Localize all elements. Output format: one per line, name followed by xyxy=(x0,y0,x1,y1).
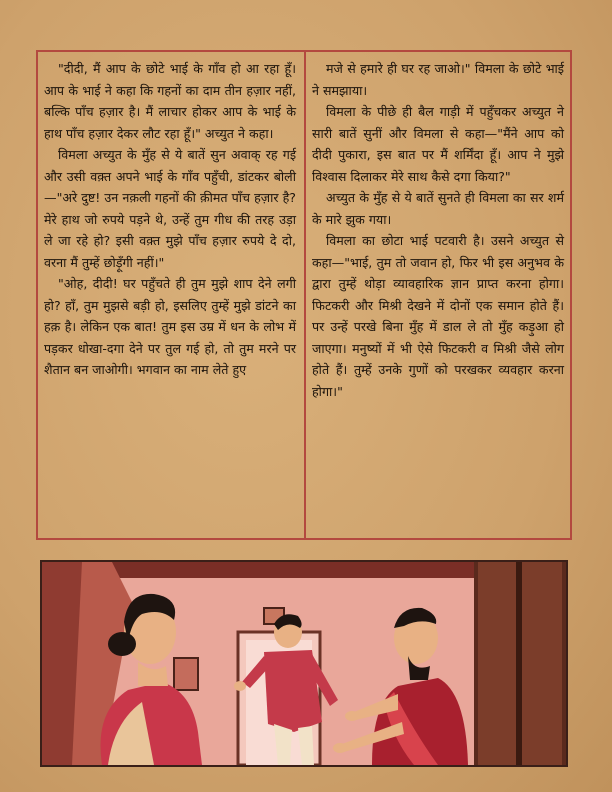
text-column-right xyxy=(312,58,564,402)
story-illustration xyxy=(40,560,568,767)
paragraph: विमला का छोटा भाई पटवारी है। उसने अच्युत से कहा—"भाई, तुम तो जवान हो, फिर भी इस अनुभव के द्वारा तुम्हें थोड़ा व्यावहारिक ज्ञान प्राप्त करना होगा। फिटकरी और मिश्री देखने में दोनों एक समान होते हैं। पर उन्हें परखे बिना मुँह में डाल ले तो मुँह कड़ुआ हो जाएगा। मनुष्यों में भी ऐसे फिटकरी व मिश्री जैसे लोग होते हैं। तुम्हें उनके गुणों को परखकर व्यवहार करना होगा।" xyxy=(312,233,564,399)
paragraph: मजे से हमारे ही घर रह जाओ।" विमला के छोटे भाई ने समझाया। xyxy=(312,61,564,98)
paragraph: "दीदी, मैं आप के छोटे भाई के गाँव हो आ रहा हूँ। आप के भाई ने कहा कि गहनों का दाम तीन हज़ार नहीं, बल्कि पाँच हज़ार है। मैं लाचार होकर आप के भाई के हाथ पाँच हज़ार देकर लौट रहा हूँ।" अच्युत ने कहा। xyxy=(44,61,296,141)
illustration-scene xyxy=(42,562,566,765)
paragraph: विमला अच्युत के मुँह से ये बातें सुन अवाक् रह गई और उसी वक़्त अपने भाई के गाँव पहुँची, डांटकर बोली—"अरे दुष्ट! उन नक़ली गहनों की क़ीमत पाँच हज़ार है? मेरे हाथ जो रुपये पड़ने थे, उन्हें तुम गीध की तरह उड़ा ले जा रहे हो? इसी वक़्त मुझे पाँच हज़ार रुपये दे दो, वरना मैं तुम्हें छोड़ूँगी नहीं।" xyxy=(44,147,296,270)
column-divider xyxy=(304,52,306,538)
paragraph: "ओह, दीदी! घर पहुँचते ही तुम मुझे शाप देने लगी हो? हाँ, तुम मुझसे बड़ी हो, इसलिए तुम्हें मुझे डांटने का हक़ है। लेकिन एक बात! तुम इस उम्र में धन के लोभ में पड़कर धोखा-दगा देने पर तुल गई हो, तो तुम मरने पर शैतान बन जाओगी। भगवान का नाम लेते हुए xyxy=(44,276,296,377)
paragraph: विमला के पीछे ही बैल गाड़ी में पहुँचकर अच्युत ने सारी बातें सुनीं और विमला से कहा—"मैंने आप को दीदी पुकारा, इस बात पर मैं शर्मिंदा हूँ। आप ने मुझे विश्वास दिलाकर मेरे साथ कैसे दगा किया?" xyxy=(312,104,564,184)
paragraph: अच्युत के मुँह से ये बातें सुनते ही विमला का सर शर्म के मारे झुक गया। xyxy=(312,190,564,227)
text-column-left xyxy=(44,58,296,381)
